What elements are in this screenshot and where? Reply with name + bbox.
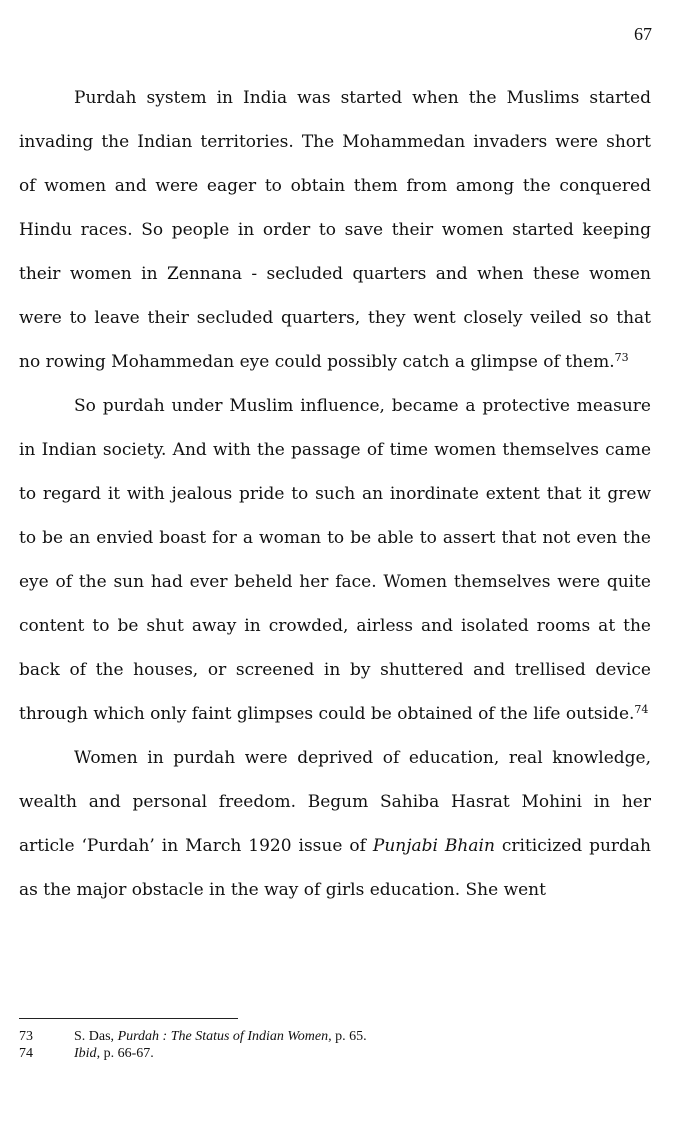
footnote-title: Ibid [74,1046,97,1061]
footnote-number: 74 [19,1046,33,1061]
journal-title: Punjabi Bhain [372,836,495,856]
paragraph-text: So purdah under Muslim influence, became a protective measure in Indian society. And with the passage of time women themselves came to regard it with jealous pride to such an inordinate extent that it grew to be an envied boast for a woman to be able to assert that not even the eye of the sun had ever beheld her face. Women themselves were quite content to be shut away in crowded, airless and isolated rooms at the back of the houses, or screened in by shuttered and trellised device through which only faint glimpses could be obtained of the life outside. [19,396,651,724]
page-number: 67 [634,24,652,44]
paragraph-3 [19,736,651,912]
paragraph-1 [19,76,651,384]
body-text [19,76,651,912]
paragraph-text: Women in purdah were deprived of education, real knowledge, wealth and personal freedom. Begum Sahiba Hasrat Mohini in her article ‘Purdah’ in March 1920 issue of [19,748,651,856]
footnote-page: , p. 66-67. [96,1046,154,1061]
footnotes [19,1028,367,1062]
footnote-text [74,1045,154,1062]
footnote-divider [19,1018,238,1019]
footnote-ref-73: 73 [614,351,629,364]
footnote-number: 73 [19,1029,33,1044]
footnote-ref-74: 74 [634,703,649,716]
footnote-page: p. 65. [331,1029,367,1044]
footnote-title: Purdah : The Status of Indian Women, [117,1029,332,1044]
paragraph-text-continued: criticized purdah as the major obstacle in the way of girls education. She went [19,836,651,900]
paragraph-text: Purdah system in India was started when the Muslims started invading the Indian territories. The Mohammedan invaders were short of women and were eager to obtain them from among the conquered Hindu races. So people in order to save their women started keeping their women in Zennana - secluded quarters and when these women were to leave their secluded quarters, they went closely veiled so that no rowing Mohammedan eye could possibly catch a glimpse of them. [19,88,651,372]
paragraph-2 [19,384,651,736]
footnote-author: S. Das, [74,1029,118,1044]
footnote-73 [19,1028,367,1045]
footnote-text [74,1028,367,1045]
footnote-74 [19,1045,367,1062]
